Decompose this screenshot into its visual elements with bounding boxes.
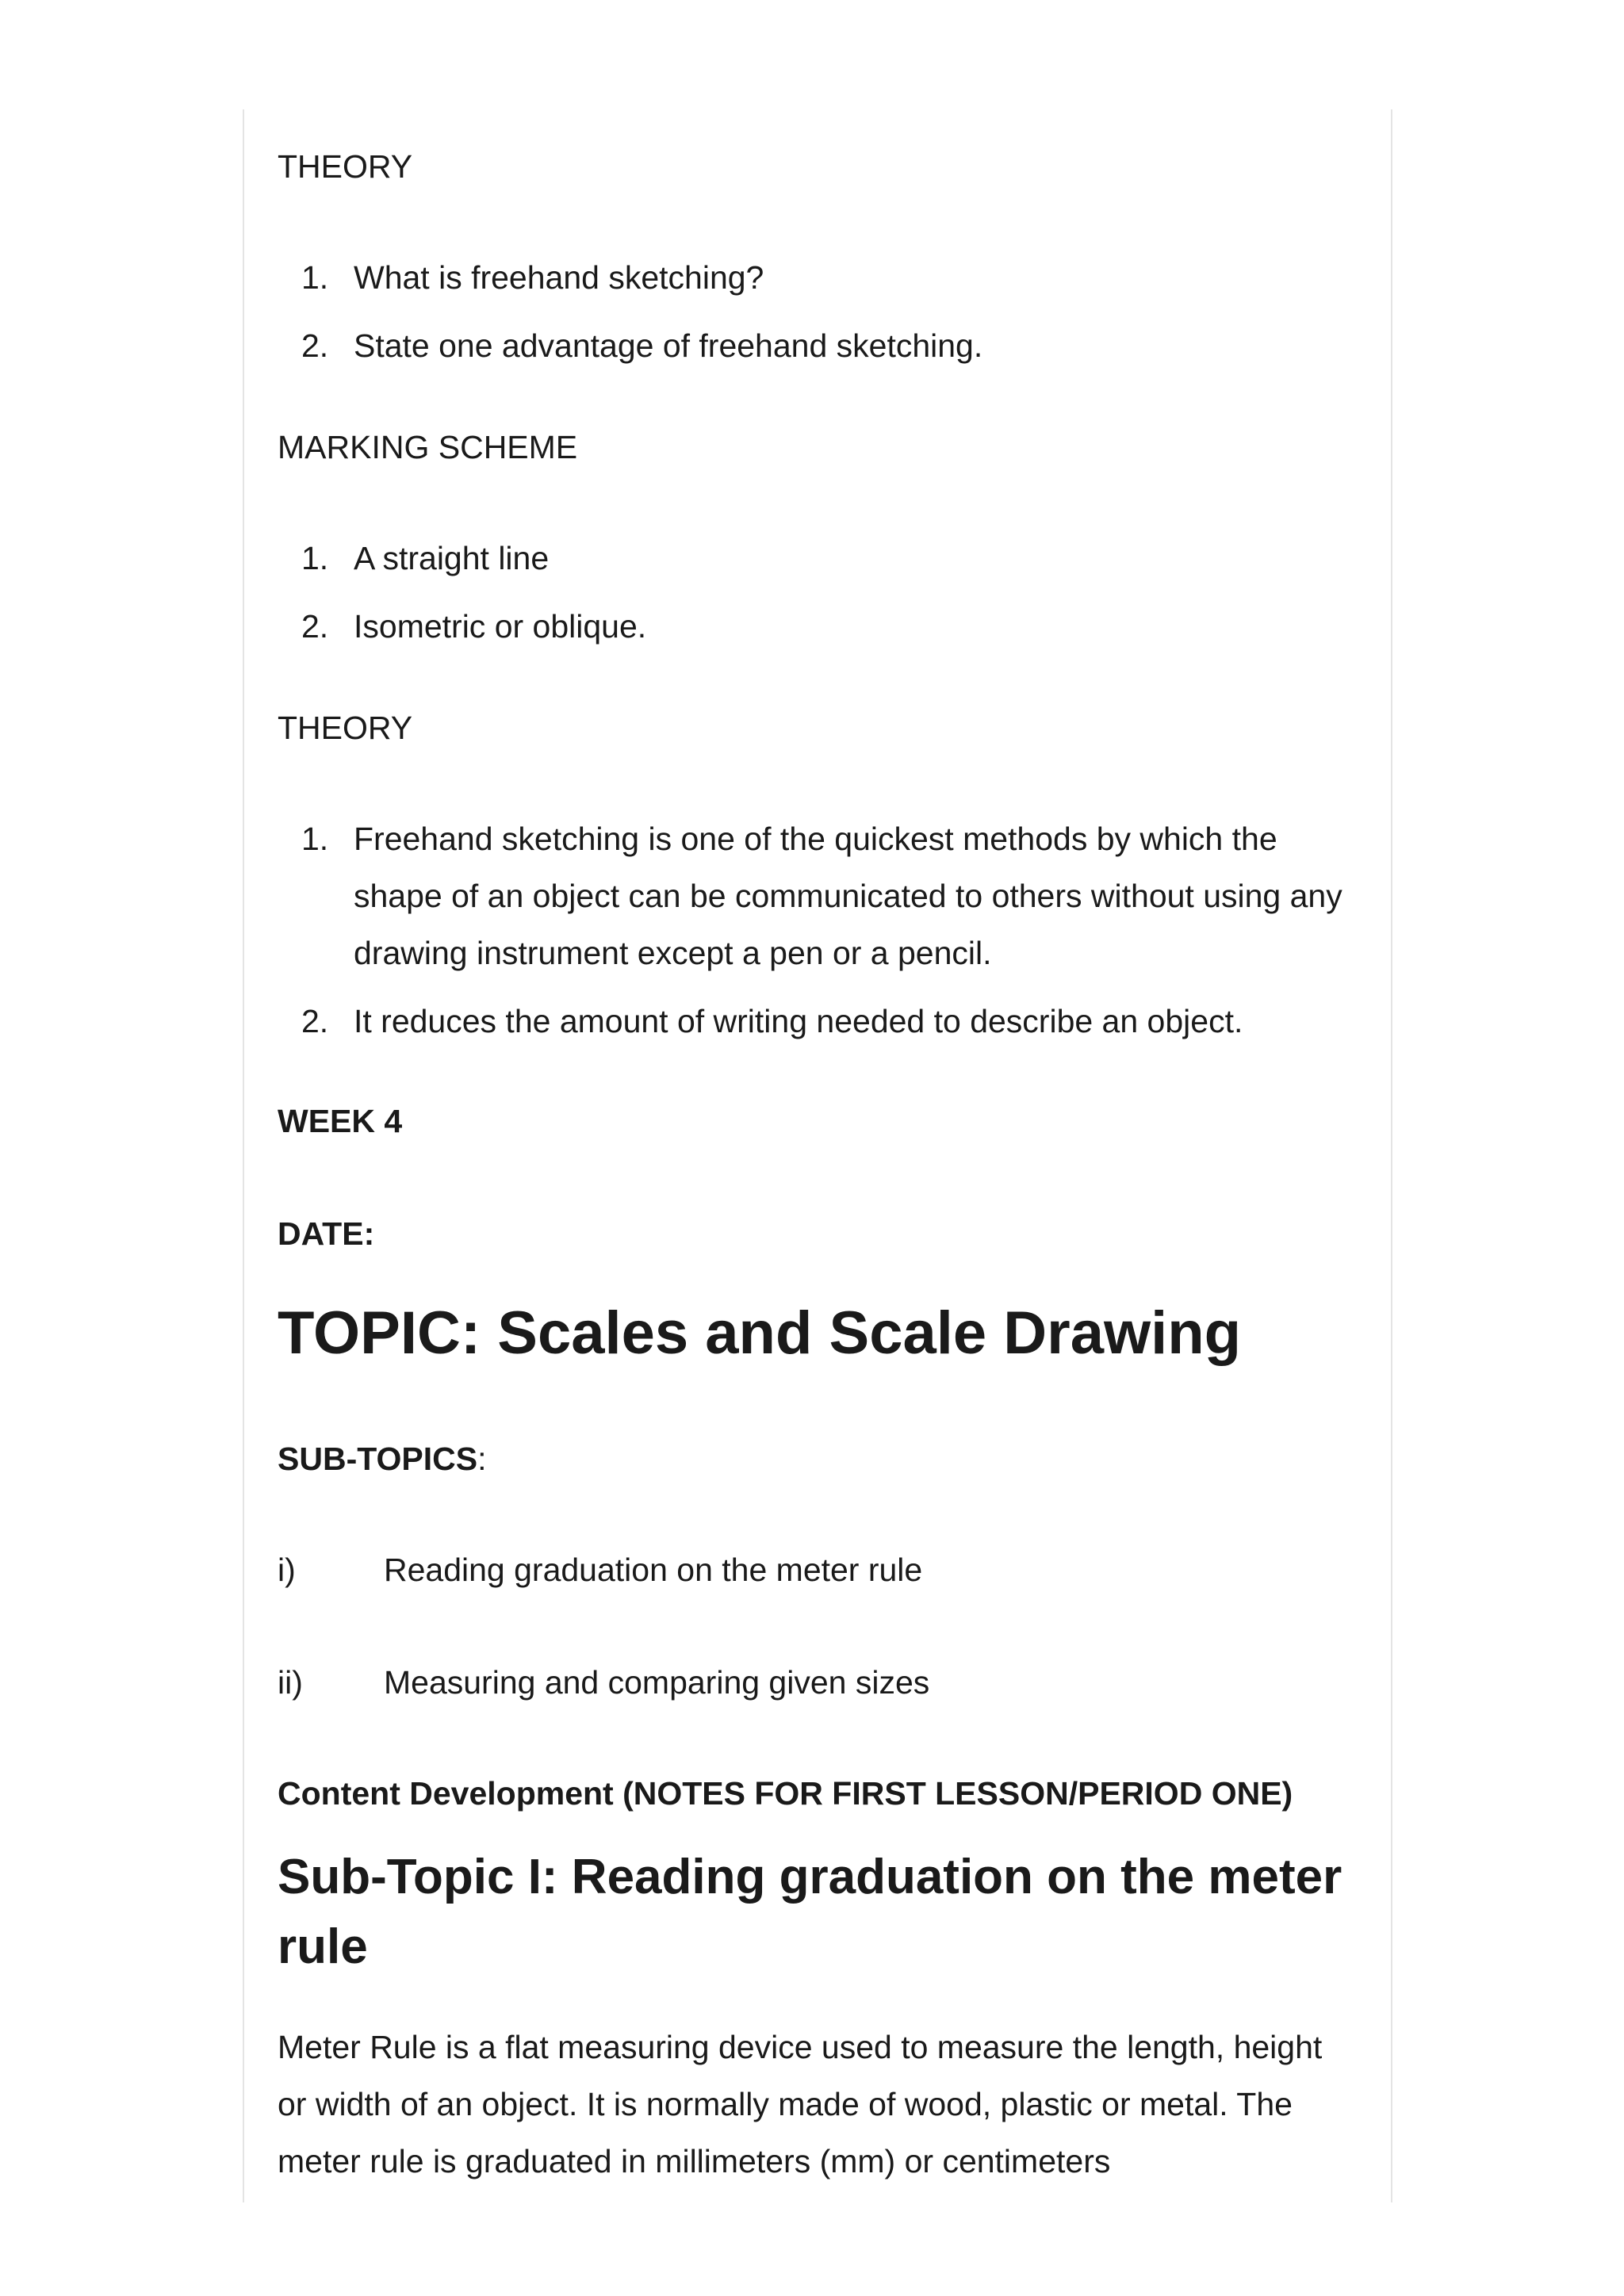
list-item: 2. It reduces the amount of writing needed to describe an object. [301,1003,1243,1039]
body-paragraph: Meter Rule is a flat measuring device used to measure the length, height or width of an object. It is normally made of wood, plastic or metal. The meter rule is graduated in millimeters (mm) or centimeters [278,2029,1323,2179]
date-label: DATE: [278,1215,375,1252]
content-development-heading: Content Development (NOTES FOR FIRST LESSON/PERIOD ONE) [278,1775,1293,1812]
list-item: 2. Isometric or oblique. [301,608,647,645]
marking-list [278,530,1343,666]
topic-title: TOPIC: Scales and Scale Drawing [278,1299,1242,1367]
list-item: 2. State one advantage of freehand sketching. [301,327,983,364]
subtopic-item: i) Reading graduation on the meter rule [278,1552,923,1588]
subtopic-item: ii) Measuring and comparing given sizes [278,1664,930,1701]
document-page [243,109,1392,2202]
theory-heading-1: THEORY [278,148,413,185]
list-item: 1. What is freehand sketching? [301,259,764,296]
week-label: WEEK 4 [278,1103,403,1139]
theory-heading-2: THEORY [278,710,413,746]
theory-list-1 [278,249,1343,385]
subtopic-heading: Sub-Topic I: Reading graduation on the meter rule [278,1850,1342,1974]
subtopics-label: SUB-TOPICS: [278,1441,487,1477]
theory-list-2 [278,810,1343,1061]
list-item: 1. Freehand sketching is one of the quickest methods by which the shape of an object can be communicated to others without using any drawing instrument except a pen or a pencil. [301,821,1342,971]
list-item: 1. A straight line [301,540,550,576]
marking-scheme-heading: MARKING SCHEME [278,429,578,465]
